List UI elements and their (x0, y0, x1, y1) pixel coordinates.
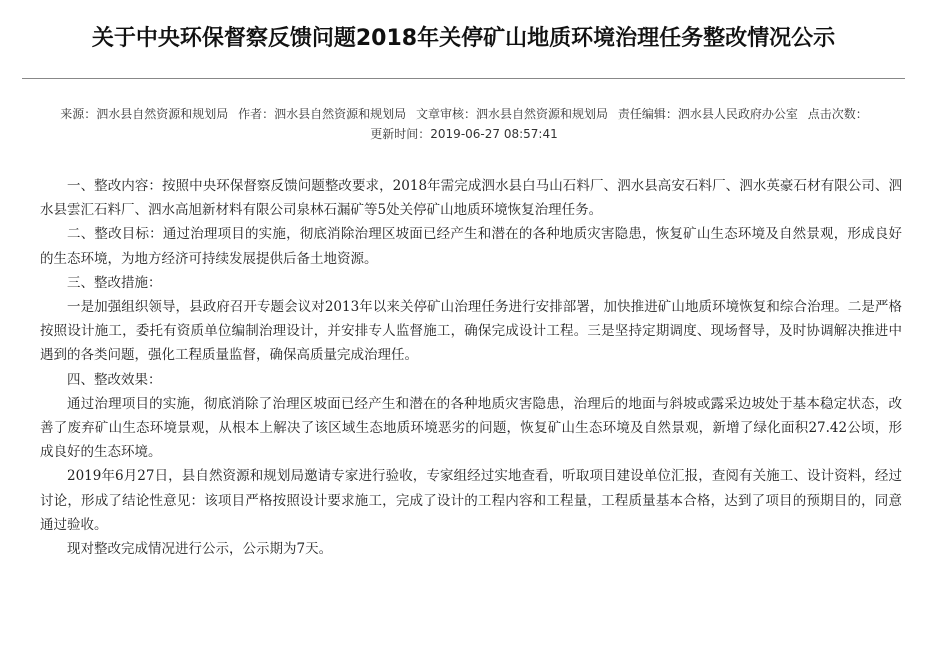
paragraph-goal: 二、整改目标：通过治理项目的实施，彻底消除治理区坡面已经产生和潜在的各种地质灾害隐患，恢复矿山生态环境及自然景观，形成良好的生态环境，为地方经济可持续发展提供后备土地资源。 (40, 226, 902, 267)
author-value: 泗水县自然资源和规划局 (274, 107, 407, 121)
meta-row-update (24, 124, 904, 144)
clicks-label: 点击次数： (807, 107, 868, 121)
author-label: 作者： (238, 107, 275, 121)
paragraph-measures: 一是加强组织领导，县政府召开专题会议对2013年以来关停矿山治理任务进行安排部署，加快推进矿山地质环境恢复和综合治理。二是严格按照设计施工，委托有资质单位编制治理设计，并安排专人监督施工，确保完成设计工程。三是坚持定期调度、现场督导，及时协调解决推进中遇到的各类问题，强化工程质量监督，确保高质量完成治理任。 (40, 299, 902, 364)
reviewer-label: 文章审核： (415, 107, 476, 121)
article-meta (24, 104, 904, 144)
article-title: 关于中央环保督察反馈问题2018年关停矿山地质环境治理任务整改情况公示 (91, 26, 836, 51)
title-divider (22, 78, 905, 79)
paragraph-notice: 现对整改完成情况进行公示，公示期为7天。 (67, 541, 333, 558)
source-label: 来源： (60, 107, 97, 121)
paragraph-acceptance: 2019年6月27日，县自然资源和规划局邀请专家进行验收，专家组经过实地查看，听取项目建设单位汇报，查阅有关施工、设计资料，经过讨论，形成了结论性意见：该项目严格按照设计要求施工，完成了设计的工程内容和工程量，工程质量基本合格，达到了项目的预期目的，同意通过验收。 (40, 468, 902, 533)
paragraph-effect: 通过治理项目的实施，彻底消除了治理区坡面已经产生和潜在的各种地质灾害隐患，治理后的地面与斜坡或露采边坡处于基本稳定状态，改善了废弃矿山生态环境景观，从根本上解决了该区域生态地质环境恶劣的问题，恢复矿山生态环境及自然景观，新增了绿化面积27.42公顷，形成良好的生态环境。 (40, 395, 902, 461)
heading-measures: 三、整改措施： (67, 274, 162, 291)
editor-label: 责任编辑： (617, 107, 678, 121)
update-time: 2019-06-27 08:57:41 (430, 127, 558, 141)
source-value: 泗水县自然资源和规划局 (96, 107, 229, 121)
heading-effect: 四、整改效果： (67, 371, 162, 388)
article-body (40, 174, 902, 561)
editor-value: 泗水县人民政府办公室 (677, 107, 798, 121)
paragraph-content: 一、整改内容：按照中央环保督察反馈问题整改要求，2018年需完成泗水县白马山石料厂、泗水县高安石料厂、泗水英豪石材有限公司、泗水县雲汇石料厂、泗水高旭新材料有限公司泉林石漏矿等5处关停矿山地质环境恢复治理任务。 (40, 178, 902, 219)
update-label: 更新时间： (370, 127, 431, 141)
meta-row (24, 104, 904, 124)
reviewer-value: 泗水县自然资源和规划局 (476, 107, 609, 121)
